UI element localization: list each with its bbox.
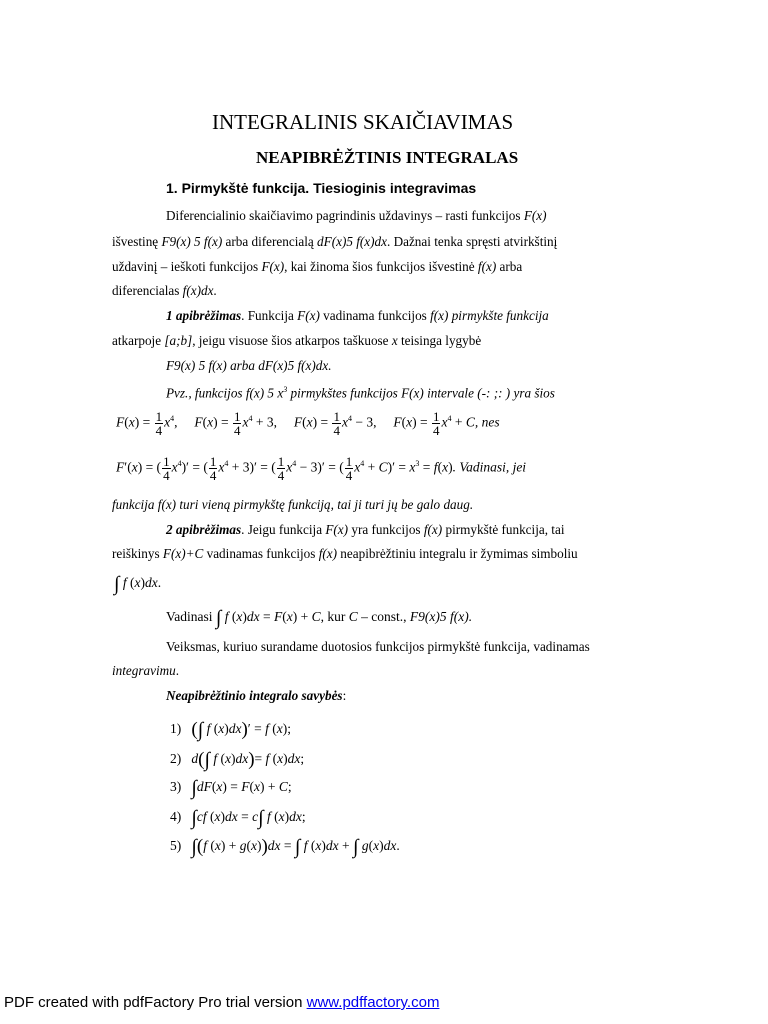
def2-line2: reiškinys F(x)+C vadinamas funkcijos f(x) neapibrėžtiniu integralu ir žymimas simboliu [112,546,578,561]
formula-derivatives: F′(x) = ( $\frac{1}{4}$ $x^4)'$ = ( $\frac{1}{4}$ $x^4 + 3)'$ = ( $\frac{1}{4}$ $x^4 - 3)'$ = ( $\frac{1}{4}$ $x^4 + C)' = x^3 = f(x)$. Vadinasi, jei [116,454,527,483]
formula-antiderivatives: F(x) = $\frac{1}{4}$ $x^4$, F(x) = $\frac{1}{4}$ $x^4 + 3$, F(x) = $\frac{1}{4}$ $x^4 - 3$, F(x) = $\frac{1}{4}$ $x^4 + C$, nes [116,409,500,438]
footer-watermark [4,994,439,1011]
property-1: 1) (∫ f (x)dx)′ = f (x); [170,719,291,741]
def1-line2: atkarpoje [a;b], jeigu visuose šios atkarpos taškuose x teisinga lygybė [112,333,482,348]
integral-symbol-formula: ∫ f (x)dx. [114,573,162,595]
page-subtitle: NEAPIBRĖŽTINIS INTEGRALAS [256,148,519,167]
def2-line1: 2 apibrėžimas. Jeigu funkcija F(x) yra funkcijos f(x) pirmykštė funkcija, tai [166,522,565,537]
para1-line1: Diferencialinio skaičiavimo pagrindinis uždavinys – rasti funkcijos F(x) [166,208,547,223]
def2-label: 2 apibrėžimas [166,522,242,537]
para1-line3: uždavinį – ieškoti funkcijos F(x), kai žinoma šios funkcijos išvestinė f(x) arba [112,259,523,274]
def1-label: 1 apibrėžimas [166,308,242,323]
para1-line2: išvestinę F9(x) 5 f(x) arba diferencialą dF(x)5 f(x)dx. Dažnai tenka spręsti atvirkštinį [112,234,558,249]
footer-text: PDF created with pdfFactory Pro trial version [4,994,307,1011]
para1-line4: diferencialas f(x)dx. [112,283,217,298]
property-2: 2) d(∫ f (x)dx)= f (x)dx; [170,749,305,771]
property-5: 5) ∫(f (x) + g(x))dx = ∫ f (x)dx + ∫ g(x)dx. [170,836,400,858]
property-4: 4) ∫cf (x)dx = c∫ f (x)dx; [170,807,306,829]
page-title: INTEGRALINIS SKAIČIAVIMAS [212,110,514,134]
veiksmas-line: Veiksmas, kuriuo surandame duotosios funkcijos pirmykštė funkcija, vadinamas [166,639,590,654]
def1-conclusion: funkcija f(x) turi vieną pirmykštę funkciją, tai ji turi jų be galo daug. [112,497,474,512]
def1-line1: 1 apibrėžimas. Funkcija F(x) vadinama funkcijos f(x) pirmykšte funkcija [166,308,549,323]
section-heading: 1. Pirmykštė funkcija. Tiesioginis integravimas [166,180,477,196]
def1-line3: F9(x) 5 f(x) arba dF(x)5 f(x)dx. [166,358,332,373]
integravimu-line: integravimu. [112,663,180,678]
footer-link[interactable]: www.pdffactory.com [306,994,440,1011]
vadinasi-line: Vadinasi ∫ f (x)dx = F(x) + C, kur C – const., F9(x)5 f(x). [166,607,473,629]
def1-line4: Pvz., funkcijos f(x) 5 $x^3$ pirmykštes funkcijos F(x) intervale (-: ;: ) yra šios [166,385,555,401]
properties-heading: Neapibrėžtinio integralo savybės: [166,688,347,703]
property-3: 3) ∫dF(x) = F(x) + C; [170,777,292,799]
